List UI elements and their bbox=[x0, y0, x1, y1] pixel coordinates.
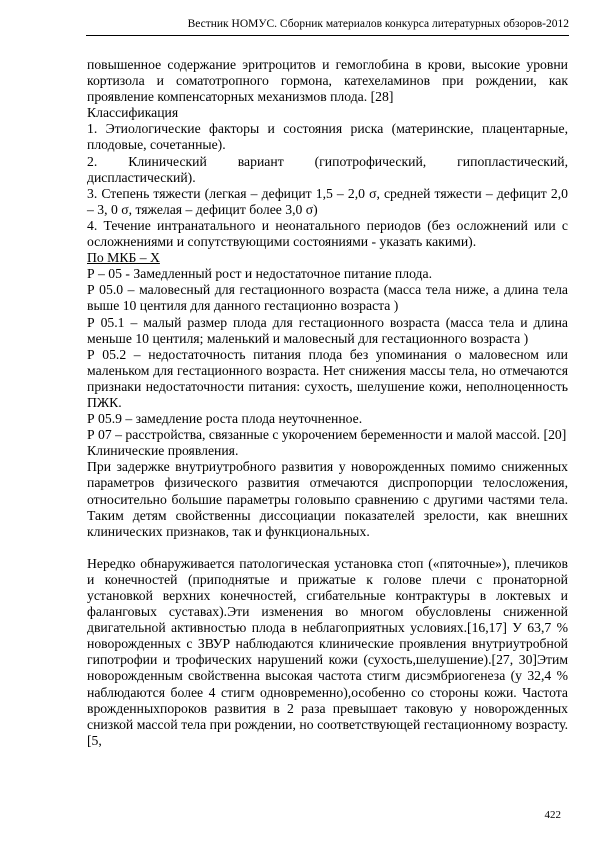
icd-item: Р 05.9 – замедление роста плода неуточненное. bbox=[87, 411, 363, 427]
list-item: 1. Этиологические факторы и состояния риска (материнские, плацентарные, плодовые, сочетанные). bbox=[87, 121, 568, 153]
section-heading: Классификация bbox=[87, 105, 179, 121]
header-rule bbox=[86, 35, 569, 36]
list-item: 3. Степень тяжести (легкая – дефицит 1,5 – 2,0 σ, средней тяжести – дефицит 2,0 – 3, 0 σ, тяжелая – дефицит более 3,0 σ) bbox=[87, 185, 568, 217]
subheading-icd: По МКБ – X bbox=[87, 250, 160, 266]
icd-item: Р – 05 - Замедленный рост и недостаточное питание плода. bbox=[87, 266, 433, 282]
list-item: 2. Клинический вариант (гипотрофический, гипопластический, диспластический). bbox=[87, 153, 568, 185]
section-heading: Клинические проявления. bbox=[87, 443, 239, 459]
icd-item: Р 07 – расстройства, связанные с укорочением беременности и малой массой. [20] bbox=[87, 427, 567, 443]
icd-item: Р 05.2 – недостаточность питания плода без упоминания о маловесном или маленьком для гестационного возраста. Нет снижения массы тела, но отмечаются признаки недостаточности питания: сухость, шелушение кожи, неполноценность ПЖК. bbox=[87, 346, 568, 410]
icd-item: Р 05.0 – маловесный для гестационного возраста (масса тела ниже, а длина тела выше 10 центиля для данного гестационно возраста ) bbox=[87, 282, 568, 314]
paragraph: Нередко обнаруживается патологическая установка стоп («пяточные»), плечиков и конечностей (приподнятые и прижатые к голове плечи с пронаторной установкой верхних конечностей, сгибательные контрактуры в локтевых и фаланговых суставах).Эти изменения во многом обусловлены сниженной двигательной активностью плода в неблагоприятных условиях.[16,17] У 63,7 % новорожденных с ЗВУР наблюдаются клинические проявления внутриутробной гипотрофии и трофических нарушений кожи (сухость,шелушение).[27, 30]Этим новорожденным свойственна высокая частота стигм дисэмбриогенеза (у 32,4 % наблюдаются более 4 стигм одновременно),особенно со стороны кожи. Частота врожденныхпороков развития в 2 раза превышает таковую у новорожденных снизкой массой тела при рождении, но соответствующей гестационному возрасту. [5, bbox=[87, 555, 568, 748]
running-header: Вестник НОМУС. Сборник материалов конкурса литературных обзоров-2012 bbox=[187, 18, 569, 30]
page-number: 422 bbox=[544, 809, 561, 821]
blank-line bbox=[87, 540, 568, 556]
list-item: 4. Течение интранатального и неонатального периодов (без осложнений или с осложнениями и сопутствующими состояниями - указать какими). bbox=[87, 217, 568, 250]
paragraph: повышенное содержание эритроцитов и гемоглобина в крови, высокие уровни кортизола и соматотропного гормона, катехеламинов при рождении, как проявление компенсаторных механизмов плода. [28] bbox=[87, 57, 568, 105]
paragraph: При задержке внутриутробного развития у новорожденных помимо сниженных параметров физического развития отмечаются диспропорции телосложения, относительно большие параметры головыпо сравнению с другими частями тела. Таким детям свойственны диссоциации показателей зрелости, как внешних клинических признаков, так и функциональных. bbox=[87, 459, 568, 539]
body-text bbox=[87, 57, 568, 749]
icd-item: Р 05.1 – малый размер плода для гестационного возраста (масса тела и длина меньше 10 центиля; маленький и маловесный для гестационного возраста ) bbox=[87, 314, 568, 346]
